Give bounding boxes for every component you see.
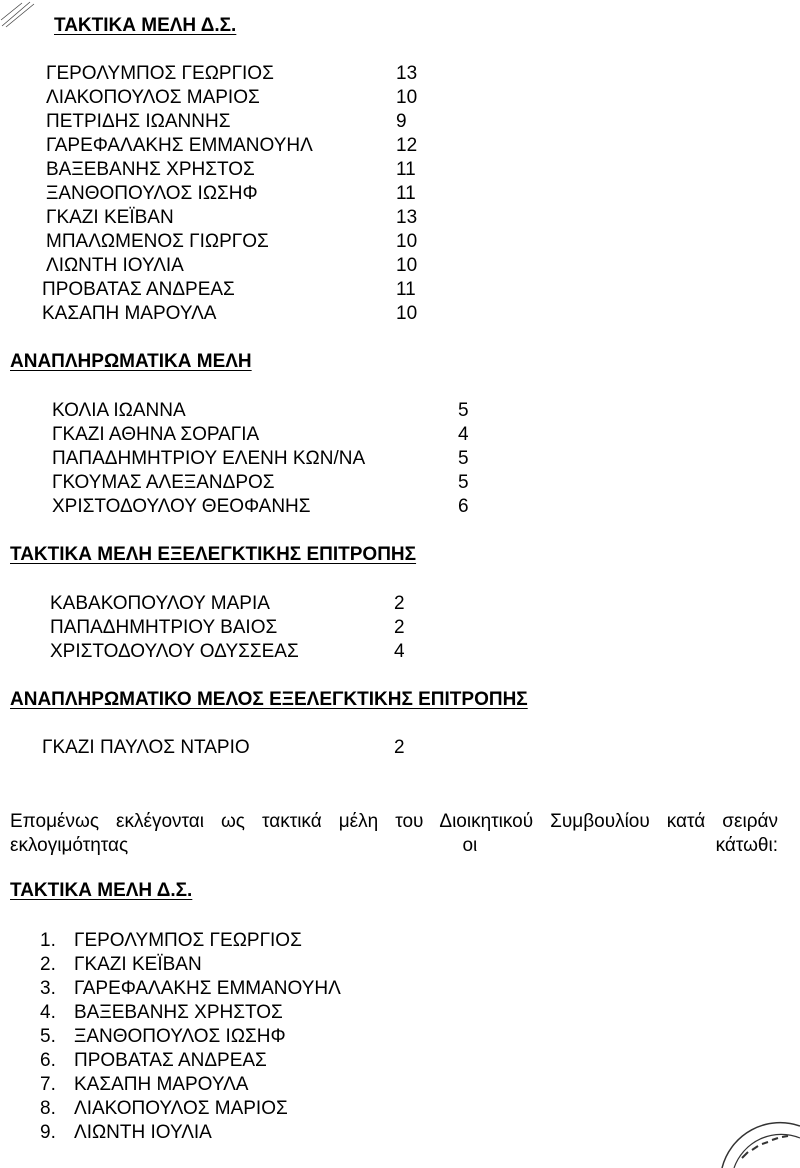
- list-item-name: ΛΙΑΚΟΠΟΥΛΟΣ ΜΑΡΙΟΣ: [46, 87, 260, 108]
- list-item-name: ΠΕΤΡΙΔΗΣ ΙΩΑΝΝΗΣ: [46, 111, 231, 132]
- list-item-number: 2.: [40, 954, 56, 975]
- list-item-name: ΒΑΞΕΒΑΝΗΣ ΧΡΗΣΤΟΣ: [46, 159, 255, 180]
- list-item-number: 9.: [40, 1122, 56, 1143]
- list-item-name: ΚΑΣΑΠΗ ΜΑΡΟΥΛΑ: [74, 1074, 249, 1095]
- paragraph-word: εκλογιμότητας: [10, 835, 129, 856]
- list-item: [40, 1121, 341, 1145]
- list-item-votes: 12: [396, 135, 418, 156]
- section-heading-audit-substitute: ΑΝΑΠΛΗΡΩΜΑΤΙΚΟ ΜΕΛΟΣ ΕΞΕΛΕΓΚΤΙΚΗΣ ΕΠΙΤΡΟΠΗΣ: [10, 689, 528, 710]
- conclusion-paragraph: [10, 810, 778, 858]
- list-item-name: ΚΑΣΑΠΗ ΜΑΡΟΥΛΑ: [42, 303, 217, 324]
- list-item: [40, 1073, 341, 1097]
- paragraph-word: κάτωθι:: [715, 835, 778, 856]
- list-item-name: ΛΙΩΝΤΗ ΙΟΥΛΙΑ: [74, 1122, 212, 1143]
- list-item-name: ΓΚΑΖΙ ΚΕΪΒΑΝ: [74, 954, 202, 975]
- section-heading-audit-regular: ΤΑΚΤΙΚΑ ΜΕΛΗ ΕΞΕΛΕΓΚΤΙΚΗΣ ΕΠΙΤΡΟΠΗΣ: [10, 544, 417, 565]
- list-item-name: ΓΚΑΖΙ ΑΘΗΝΑ ΣΟΡΑΓΙΑ: [52, 424, 260, 445]
- list-item-name: ΠΡΟΒΑΤΑΣ ΑΝΔΡΕΑΣ: [42, 279, 235, 300]
- list-item-votes: 11: [396, 159, 416, 180]
- list-item-name: ΓΑΡΕΦΑΛΑΚΗΣ ΕΜΜΑΝΟΥΗΛ: [74, 978, 341, 999]
- list-item-name: ΛΙΩΝΤΗ ΙΟΥΛΙΑ: [46, 255, 184, 276]
- list-item: [40, 1097, 341, 1121]
- list-item-number: 4.: [40, 1002, 56, 1023]
- list-item-votes: 10: [396, 255, 418, 276]
- corner-scribble-mark: [0, 0, 40, 30]
- list-item-number: 3.: [40, 978, 56, 999]
- list-item-votes: 11: [396, 279, 416, 300]
- list-item-votes: 6: [458, 496, 469, 517]
- list-item-number: 8.: [40, 1098, 56, 1119]
- paragraph-word: οι: [462, 835, 478, 856]
- list-item-name: ΚΑΒΑΚΟΠΟΥΛΟΥ ΜΑΡΙΑ: [50, 593, 270, 614]
- list-item: [40, 953, 341, 977]
- section-heading-board-substitute: ΑΝΑΠΛΗΡΩΜΑΤΙΚΑ ΜΕΛΗ: [10, 351, 252, 372]
- list-item-name: ΓΑΡΕΦΑΛΑΚΗΣ ΕΜΜΑΝΟΥΗΛ: [46, 135, 313, 156]
- list-item: [40, 977, 341, 1001]
- list-item-name: ΛΙΑΚΟΠΟΥΛΟΣ ΜΑΡΙΟΣ: [74, 1098, 288, 1119]
- list-item: [40, 1049, 341, 1073]
- list-item-votes: 2: [394, 593, 405, 614]
- list-item-name: ΓΚΑΖΙ ΚΕΪΒΑΝ: [46, 207, 174, 228]
- list-item-number: 7.: [40, 1074, 56, 1095]
- list-item-name: ΠΑΠΑΔΗΜΗΤΡΙΟΥ ΕΛΕΝΗ ΚΩΝ/ΝΑ: [52, 448, 366, 469]
- list-item-name: ΜΠΑΛΩΜΕΝΟΣ ΓΙΩΡΓΟΣ: [46, 231, 269, 252]
- section-heading-board-regular: ΤΑΚΤΙΚΑ ΜΕΛΗ Δ.Σ.: [54, 15, 237, 36]
- list-item-votes: 13: [396, 63, 418, 84]
- list-item-votes: 10: [396, 231, 418, 252]
- stamp-mark: [712, 1118, 800, 1168]
- list-item-name: ΓΚΟΥΜΑΣ ΑΛΕΞΑΝΔΡΟΣ: [52, 472, 275, 493]
- list-item-name: ΧΡΙΣΤΟΔΟΥΛΟΥ ΟΔΥΣΣΕΑΣ: [50, 641, 299, 662]
- list-item: [40, 1001, 341, 1025]
- list-item-votes: 11: [396, 183, 416, 204]
- list-item-name: ΓΕΡΟΛΥΜΠΟΣ ΓΕΩΡΓΙΟΣ: [46, 63, 274, 84]
- list-item-votes: 5: [458, 448, 469, 469]
- list-item-votes: 5: [458, 400, 469, 421]
- list-item-votes: 4: [394, 641, 405, 662]
- list-item-votes: 9: [396, 111, 407, 132]
- list-item-votes: 10: [396, 303, 418, 324]
- list-item: [40, 1025, 341, 1049]
- list-item-number: 5.: [40, 1026, 56, 1047]
- elected-board-list: [40, 929, 341, 1145]
- list-item-votes: 4: [458, 424, 469, 445]
- section-heading-elected-board: ΤΑΚΤΙΚΑ ΜΕΛΗ Δ.Σ.: [10, 880, 193, 901]
- list-item-number: 6.: [40, 1050, 56, 1071]
- list-item-name: ΠΡΟΒΑΤΑΣ ΑΝΔΡΕΑΣ: [74, 1050, 267, 1071]
- list-item-votes: 2: [394, 737, 405, 758]
- list-item-name: ΓΚΑΖΙ ΠΑΥΛΟΣ ΝΤΑΡΙΟ: [42, 737, 250, 758]
- paragraph-line: [10, 834, 778, 858]
- list-item-number: 1.: [40, 930, 56, 951]
- list-item-name: ΞΑΝΘΟΠΟΥΛΟΣ ΙΩΣΗΦ: [74, 1026, 286, 1047]
- list-item-name: ΒΑΞΕΒΑΝΗΣ ΧΡΗΣΤΟΣ: [74, 1002, 283, 1023]
- list-item: [40, 929, 341, 953]
- list-item-votes: 13: [396, 207, 418, 228]
- list-item-name: ΓΕΡΟΛΥΜΠΟΣ ΓΕΩΡΓΙΟΣ: [74, 930, 302, 951]
- paragraph-line: Επομένως εκλέγονται ως τακτικά μέλη του Διοικητικού Συμβουλίου κατά σειράν: [10, 811, 778, 832]
- list-item-votes: 5: [458, 472, 469, 493]
- list-item-votes: 10: [396, 87, 418, 108]
- list-item-name: ΞΑΝΘΟΠΟΥΛΟΣ ΙΩΣΗΦ: [46, 183, 258, 204]
- list-item-votes: 2: [394, 617, 405, 638]
- list-item-name: ΚΟΛΙΑ ΙΩΑΝΝΑ: [52, 400, 186, 421]
- list-item-name: ΠΑΠΑΔΗΜΗΤΡΙΟΥ ΒΑΙΟΣ: [50, 617, 278, 638]
- list-item-name: ΧΡΙΣΤΟΔΟΥΛΟΥ ΘΕΟΦΑΝΗΣ: [52, 496, 311, 517]
